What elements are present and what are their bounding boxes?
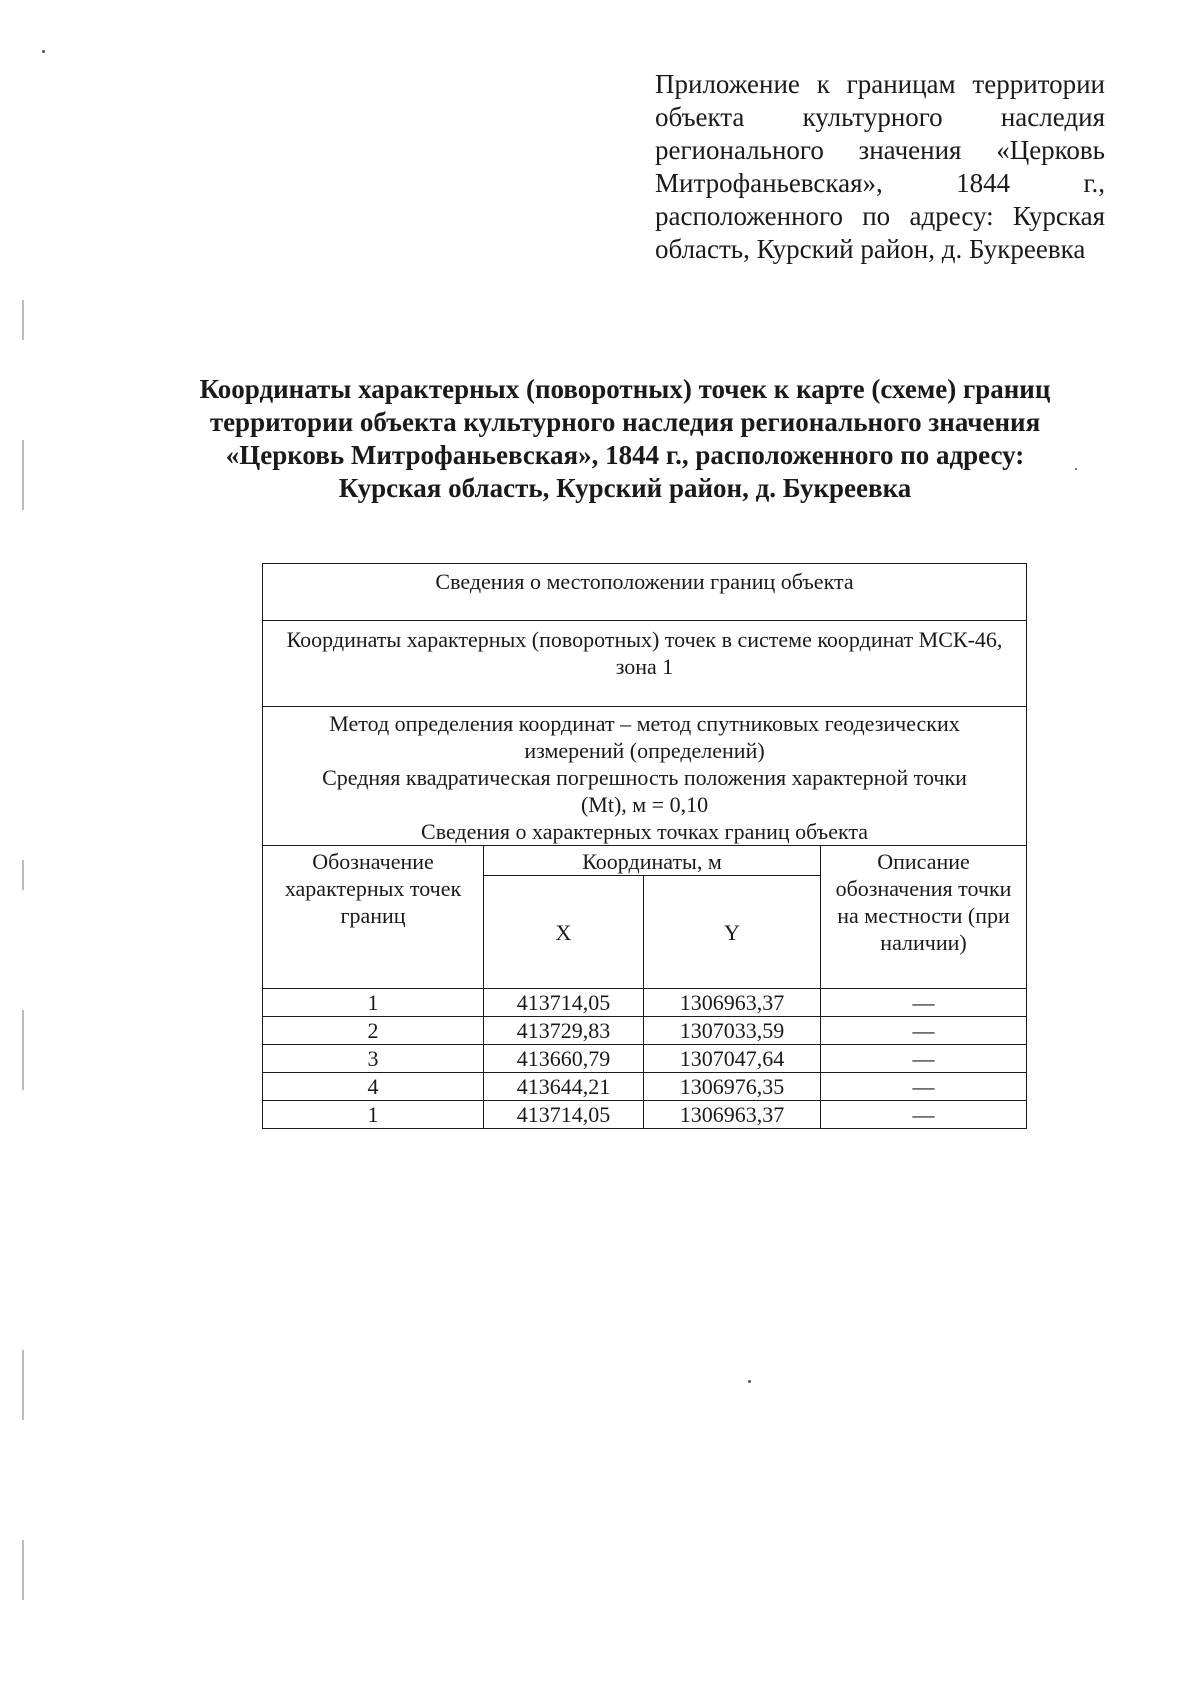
cell-y: 1307033,59 <box>644 1017 821 1045</box>
cell-description: — <box>821 1017 1027 1045</box>
cell-point: 1 <box>263 989 484 1017</box>
boundary-coordinates-table <box>262 563 1027 1129</box>
cell-point: 4 <box>263 1073 484 1101</box>
method-line: Метод определения координат – метод спутниковых геодезических <box>329 711 960 736</box>
cell-x: 413644,21 <box>484 1073 644 1101</box>
scan-edge-mark <box>22 1350 24 1420</box>
cell-description: — <box>821 1101 1027 1129</box>
cell-y: 1307047,64 <box>644 1045 821 1073</box>
column-header-coordinates: Координаты, м <box>484 846 821 876</box>
cell-x: 413660,79 <box>484 1045 644 1073</box>
scan-speck <box>748 1380 751 1383</box>
scan-edge-mark <box>22 440 24 510</box>
scan-speck <box>1075 468 1077 470</box>
cell-y: 1306963,37 <box>644 1101 821 1129</box>
document-title: Координаты характерных (поворотных) точек к карте (схеме) границ территории объекта культурного наследия регионального значения «Церковь Митрофаньевская», 1844 г., расположенного по адресу: Курская область, Курский район, д. Букреевка <box>199 374 1051 503</box>
cell-y: 1306976,35 <box>644 1073 821 1101</box>
cell-point: 1 <box>263 1101 484 1129</box>
appendix-note: Приложение к границам территории объекта культурного наследия регионального значения «Церковь Митрофаньевская», 1844 г., расположенного по адресу: Курская область, Курский район, д. Букреевка <box>655 69 1105 264</box>
column-header-description: Описание обозначения точки на местности (при наличии) <box>821 846 1027 989</box>
method-line: Средняя квадратическая погрешность положения характерной точки <box>322 765 967 790</box>
cell-y: 1306963,37 <box>644 989 821 1017</box>
method-line: Сведения о характерных точках границ объекта <box>421 819 868 844</box>
scan-edge-mark <box>22 1540 24 1600</box>
column-header-designation: Обозначение характерных точек границ <box>263 846 484 989</box>
scan-edge-mark <box>22 1010 24 1090</box>
cell-x: 413714,05 <box>484 989 644 1017</box>
table-row <box>263 1101 1027 1129</box>
table-row <box>263 1045 1027 1073</box>
cell-description: — <box>821 1045 1027 1073</box>
table-info-header: Сведения о местоположении границ объекта <box>263 564 1027 621</box>
cell-point: 2 <box>263 1017 484 1045</box>
column-header-x: X <box>484 876 644 989</box>
method-line: (Mt), м = 0,10 <box>580 792 709 817</box>
cell-point: 3 <box>263 1045 484 1073</box>
cell-x: 413729,83 <box>484 1017 644 1045</box>
cell-x: 413714,05 <box>484 1101 644 1129</box>
scan-edge-mark <box>22 860 24 890</box>
cell-description: — <box>821 989 1027 1017</box>
table-row <box>263 1073 1027 1101</box>
table-row <box>263 1017 1027 1045</box>
table-method-note <box>263 707 1027 846</box>
scan-edge-mark <box>22 300 24 340</box>
method-line: измерений (определений) <box>524 738 765 763</box>
cell-description: — <box>821 1073 1027 1101</box>
table-coordinate-system: Координаты характерных (поворотных) точек в системе координат МСК-46, зона 1 <box>263 621 1027 707</box>
scan-speck <box>42 50 45 53</box>
column-header-y: Y <box>644 876 821 989</box>
table-row <box>263 989 1027 1017</box>
